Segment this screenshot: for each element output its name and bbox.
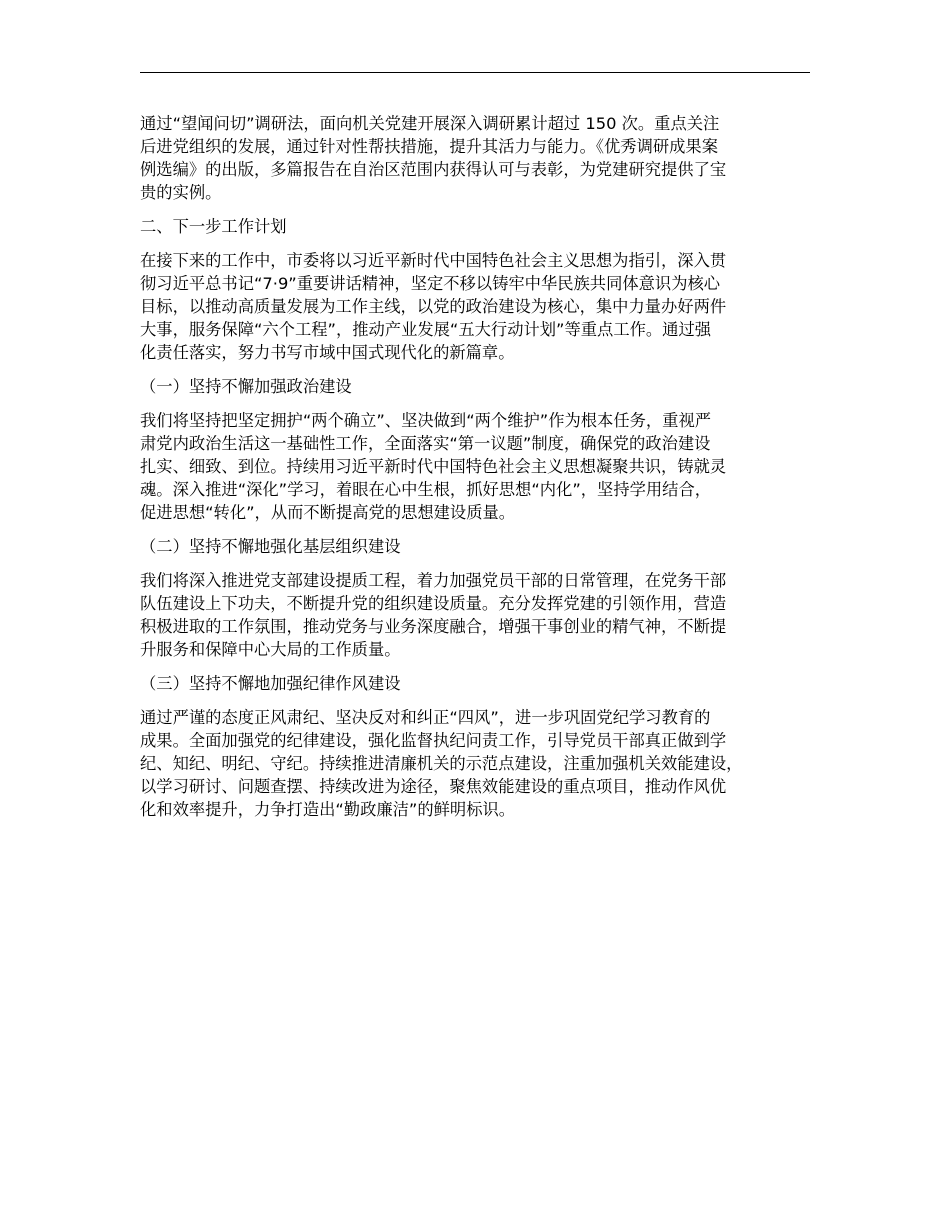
- section-heading: （三）坚持不懈地加强纪律作风建设: [140, 674, 401, 693]
- section-heading: （一）坚持不懈加强政治建设: [140, 377, 352, 396]
- document-body: [140, 112, 830, 832]
- paragraph-line: 例选编》的出版，多篇报告在自治区范围内获得认可与表彰，为党建研究提供了宝: [140, 160, 727, 179]
- header-rule: [140, 72, 810, 73]
- paragraph-line: 目标，以推动高质量发展为工作主线，以党的政治建设为核心，集中力量办好两件: [140, 297, 727, 316]
- section-heading: 二、下一步工作计划: [140, 217, 287, 236]
- paragraph-line: 通过严谨的态度正风肃纪、坚决反对和纠正“四风”，进一步巩固党纪学习教育的: [140, 708, 711, 727]
- body-paragraph: [140, 112, 830, 204]
- paragraph-line: 化责任落实，努力书写市域中国式现代化的新篇章。: [140, 343, 515, 362]
- paragraph-line: 促进思想“转化”，从而不断提高党的思想建设质量。: [140, 503, 516, 522]
- paragraph-line: 纪、知纪、明纪、守纪。持续推进清廉机关的示范点建设，注重加强机关效能建设，: [140, 754, 743, 773]
- paragraph-line: 肃党内政治生活这一基础性工作，全面落实“第一议题”制度，确保党的政治建设: [140, 434, 711, 453]
- paragraph-line: 后进党组织的发展，通过针对性帮扶措施，提升其活力与能力。《优秀调研成果案: [140, 137, 718, 156]
- paragraph-line: 通过“望闻问切”调研法，面向机关党建开展深入调研累计超过 150 次。重点关注: [140, 114, 720, 133]
- paragraph-line: 在接下来的工作中，市委将以习近平新时代中国特色社会主义思想为指引，深入贯: [140, 251, 727, 270]
- paragraph-line: 成果。全面加强党的纪律建设，强化监督执纪问责工作，引导党员干部真正做到学: [140, 731, 727, 750]
- paragraph-line: 升服务和保障中心大局的工作质量。: [140, 640, 401, 659]
- paragraph-line: 以学习研讨、问题查摆、持续改进为途径，聚焦效能建设的重点项目，推动作风优: [140, 777, 727, 796]
- body-paragraph: [140, 569, 830, 661]
- paragraph-line: 彻习近平总书记“7·9”重要讲话精神，坚定不移以铸牢中华民族共同体意识为核心: [140, 274, 721, 293]
- paragraph-line: 化和效率提升，力争打造出“勤政廉洁”的鲜明标识。: [140, 800, 516, 819]
- paragraph-line: 贵的实例。: [140, 183, 222, 202]
- section-heading: （二）坚持不懈地强化基层组织建设: [140, 537, 401, 556]
- paragraph-line: 我们将深入推进党支部建设提质工程，着力加强党员干部的日常管理，在党务干部: [140, 571, 727, 590]
- paragraph-line: 扎实、细致、到位。持续用习近平新时代中国特色社会主义思想凝聚共识，铸就灵: [140, 457, 727, 476]
- body-paragraph: [140, 706, 830, 821]
- paragraph-line: 魂。深入推进“深化”学习，着眼在心中生根，抓好思想“内化”，坚持学用结合，: [140, 480, 712, 499]
- body-paragraph: [140, 409, 830, 524]
- paragraph-line: 我们将坚持把坚定拥护“两个确立”、坚决做到“两个维护”作为根本任务，重视严: [140, 411, 712, 430]
- paragraph-line: 大事，服务保障“六个工程”，推动产业发展“五大行动计划”等重点工作。通过强: [140, 320, 712, 339]
- paragraph-line: 积极进取的工作氛围，推动党务与业务深度融合，增强干事创业的精气神，不断提: [140, 617, 727, 636]
- paragraph-line: 队伍建设上下功夫，不断提升党的组织建设质量。充分发挥党建的引领作用，营造: [140, 594, 727, 613]
- body-paragraph: [140, 249, 830, 364]
